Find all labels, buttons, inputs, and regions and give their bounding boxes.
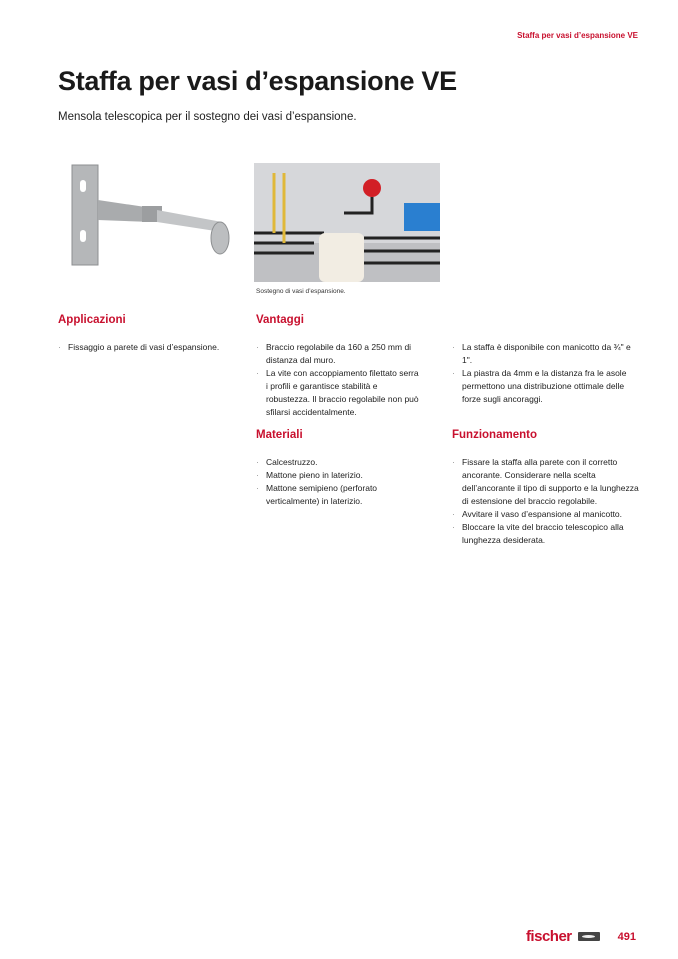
installation-photo — [254, 163, 440, 282]
section-funzionamento — [452, 429, 642, 547]
section-title: Vantaggi — [256, 314, 304, 326]
list-item: · Mattone pieno in laterizio. — [256, 469, 421, 482]
list-item: · La piastra da 4mm e la distanza fra le asole permettono una distribuzione ottimale delle forze sugli ancoraggi. — [452, 367, 637, 406]
list-item: · Braccio regolabile da 160 a 250 mm di distanza dal muro. — [256, 341, 421, 367]
list-item: · La staffa è disponibile con manicotto da ¾" e 1". — [452, 341, 637, 367]
section-title: Materiali — [256, 429, 303, 441]
section-title: Funzionamento — [452, 429, 537, 441]
list-item: · Calcestruzzo. — [256, 456, 421, 469]
section-title: Applicazioni — [58, 314, 126, 326]
page-subtitle: Mensola telescopica per il sostegno dei vasi d’espansione. — [58, 111, 357, 123]
image-caption: Sostegno di vasi d’espansione. — [256, 288, 346, 295]
list-item: · Bloccare la vite del braccio telescopico alla lunghezza desiderata. — [452, 521, 642, 547]
list-item: · La vite con accoppiamento filettato serra i profili e garantisce stabilità e robustezza. Il braccio regolabile non può sfilarsi accidentalmente. — [256, 367, 421, 419]
page-number: 491 — [617, 930, 636, 943]
bracket-product-image — [62, 160, 242, 280]
page-footer — [526, 928, 636, 945]
list-item: · Avvitare il vaso d’espansione al manicotto. — [452, 508, 642, 521]
section-vantaggi — [256, 314, 421, 419]
list-item: · Fissare la staffa alla parete con il corretto ancorante. Considerare nella scelta dell’ancorante il tipo di supporto e la lunghezza di estensione del braccio regolabile. — [452, 456, 642, 508]
section-vantaggi-continued — [452, 341, 637, 406]
page-title: Staffa per vasi d’espansione VE — [58, 66, 457, 96]
list-item: · Mattone semipieno (perforato verticalmente) in laterizio. — [256, 482, 421, 508]
section-applicazioni — [58, 314, 238, 354]
list-item: · Fissaggio a parete di vasi d’espansione. — [58, 341, 238, 354]
fish-logo-icon — [578, 932, 600, 941]
running-header: Staffa per vasi d’espansione VE — [517, 31, 638, 40]
fischer-logo: fischer — [525, 928, 572, 945]
section-materiali — [256, 429, 421, 508]
